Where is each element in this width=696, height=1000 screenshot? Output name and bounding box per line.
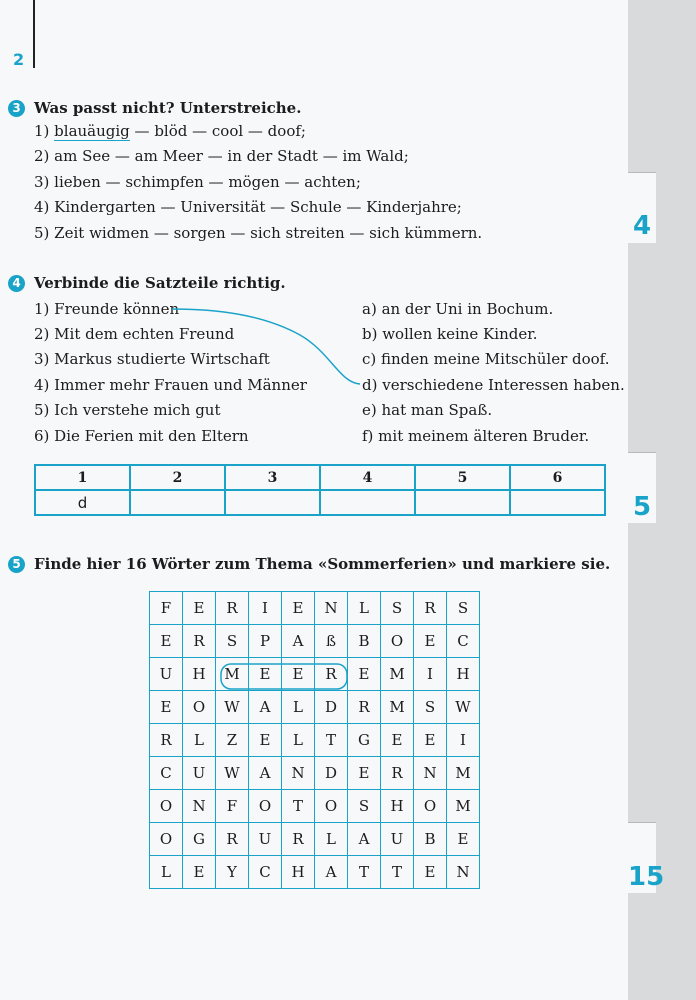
grid-cell[interactable]: I <box>414 658 447 691</box>
exercise-4-right-b: b) wollen keine Kinder. <box>362 325 538 343</box>
exercise-3-item-5: 5) Zeit widmen — sorgen — sich streiten — sich kümmern. <box>34 224 483 242</box>
grid-cell[interactable]: ß <box>315 625 348 658</box>
exercise-3-item-3: 3) lieben — schimpfen — mögen — achten; <box>34 173 361 191</box>
grid-cell[interactable]: B <box>348 625 381 658</box>
exercise-5-number: 5 <box>8 556 25 573</box>
exercise-3-number: 3 <box>8 100 25 117</box>
grid-cell[interactable]: R <box>282 823 315 856</box>
exercise-4-left-6: 6) Die Ferien mit den Eltern <box>34 427 249 445</box>
grid-cell[interactable]: E <box>249 658 282 691</box>
exercise-4-number: 4 <box>8 275 25 292</box>
grid-cell[interactable]: R <box>315 658 348 691</box>
page-number: 2 <box>13 50 25 69</box>
grid-cell[interactable]: E <box>447 823 480 856</box>
grid-cell[interactable]: S <box>216 625 249 658</box>
answer-cell-1[interactable]: d <box>35 490 130 515</box>
grid-cell[interactable]: D <box>315 757 348 790</box>
grid-cell[interactable]: G <box>183 823 216 856</box>
answer-header-5: 5 <box>415 465 510 490</box>
word-circle-meer <box>221 664 347 689</box>
grid-cell[interactable]: B <box>414 823 447 856</box>
grid-cell[interactable]: T <box>348 856 381 889</box>
grid-cell[interactable]: O <box>315 790 348 823</box>
grid-cell[interactable]: S <box>348 790 381 823</box>
grid-cell[interactable]: L <box>150 856 183 889</box>
exercise-3-title: Was passt nicht? Unterstreiche. <box>34 99 302 117</box>
grid-cell[interactable]: A <box>282 625 315 658</box>
grid-cell[interactable]: E <box>414 856 447 889</box>
grid-cell[interactable]: E <box>150 625 183 658</box>
grid-cell[interactable]: E <box>282 658 315 691</box>
grid-cell[interactable]: S <box>414 691 447 724</box>
grid-cell[interactable]: A <box>315 856 348 889</box>
grid-cell[interactable]: E <box>249 724 282 757</box>
answer-header-4: 4 <box>320 465 415 490</box>
exercise-4-right-c: c) finden meine Mitschüler doof. <box>362 350 610 368</box>
exercise-4-right-d: d) verschiedene Interessen haben. <box>362 376 625 394</box>
exercise-3-item-2: 2) am See — am Meer — in der Stadt — im Wald; <box>34 147 409 165</box>
exercise-4-right-f: f) mit meinem älteren Bruder. <box>362 427 590 445</box>
grid-cell[interactable]: N <box>183 790 216 823</box>
exercise-4-left-3: 3) Markus studierte Wirtschaft <box>34 350 270 368</box>
grid-cell[interactable]: U <box>183 757 216 790</box>
grid-cell[interactable]: N <box>414 757 447 790</box>
grid-cell[interactable]: O <box>249 790 282 823</box>
grid-cell[interactable]: M <box>447 790 480 823</box>
grid-cell[interactable]: H <box>282 856 315 889</box>
exercise-4-right-a: a) an der Uni in Bochum. <box>362 300 554 318</box>
side-tab-5-label: 5 <box>632 492 652 522</box>
grid-cell[interactable]: E <box>348 757 381 790</box>
answer-header-3: 3 <box>225 465 320 490</box>
exercise-3-item-1: 1) blauäugig — blöd — cool — doof; <box>34 122 306 140</box>
grid-cell[interactable]: E <box>183 592 216 625</box>
grid-cell[interactable]: R <box>216 592 249 625</box>
grid-cell[interactable]: H <box>447 658 480 691</box>
grid-cell[interactable]: S <box>447 592 480 625</box>
grid-cell[interactable]: L <box>348 592 381 625</box>
grid-cell[interactable]: M <box>447 757 480 790</box>
grid-cell[interactable]: E <box>348 658 381 691</box>
grid-cell[interactable]: E <box>414 625 447 658</box>
exercise-3-item-4: 4) Kindergarten — Universität — Schule — Kinderjahre; <box>34 198 462 216</box>
grid-cell[interactable]: G <box>348 724 381 757</box>
answer-header-1: 1 <box>35 465 130 490</box>
grid-cell[interactable]: W <box>447 691 480 724</box>
grid-cell[interactable]: N <box>315 592 348 625</box>
grid-cell[interactable]: L <box>282 691 315 724</box>
grid-cell[interactable]: A <box>348 823 381 856</box>
grid-cell[interactable]: L <box>183 724 216 757</box>
grid-cell[interactable]: A <box>249 757 282 790</box>
grid-cell[interactable]: R <box>414 592 447 625</box>
exercise-4-title: Verbinde die Satzteile richtig. <box>34 274 286 292</box>
grid-cell[interactable]: T <box>315 724 348 757</box>
grid-cell[interactable]: E <box>150 691 183 724</box>
underlined-word: blauäugig <box>54 122 130 140</box>
grid-cell[interactable]: I <box>249 592 282 625</box>
exercise-5-title: Finde hier 16 Wörter zum Thema «Sommerferien» und markiere sie. <box>34 555 611 573</box>
grid-cell[interactable]: M <box>381 691 414 724</box>
grid-cell[interactable]: L <box>315 823 348 856</box>
grid-cell[interactable]: F <box>150 592 183 625</box>
grid-cell[interactable]: O <box>183 691 216 724</box>
exercise-4-right-e: e) hat man Spaß. <box>362 401 493 419</box>
grid-cell[interactable]: D <box>315 691 348 724</box>
grid-cell[interactable]: U <box>150 658 183 691</box>
grid-cell[interactable]: R <box>381 757 414 790</box>
grid-cell[interactable]: C <box>249 856 282 889</box>
grid-cell[interactable]: U <box>249 823 282 856</box>
grid-cell[interactable]: O <box>150 790 183 823</box>
grid-cell[interactable]: N <box>282 757 315 790</box>
grid-cell[interactable]: Y <box>216 856 249 889</box>
answer-header-2: 2 <box>130 465 225 490</box>
grid-cell[interactable]: F <box>216 790 249 823</box>
grid-cell[interactable]: E <box>414 724 447 757</box>
grid-cell[interactable]: R <box>183 625 216 658</box>
grid-cell[interactable]: L <box>282 724 315 757</box>
grid-cell[interactable]: S <box>381 592 414 625</box>
grid-cell[interactable]: R <box>348 691 381 724</box>
grid-cell[interactable]: N <box>447 856 480 889</box>
exercise-4-left-1: 1) Freunde können <box>34 300 180 318</box>
grid-cell[interactable]: P <box>249 625 282 658</box>
grid-cell[interactable]: O <box>150 823 183 856</box>
grid-cell[interactable]: W <box>216 757 249 790</box>
grid-cell[interactable]: H <box>381 790 414 823</box>
grid-cell[interactable]: M <box>381 658 414 691</box>
exercise-4-left-4: 4) Immer mehr Frauen und Männer <box>34 376 307 394</box>
grid-cell[interactable]: M <box>216 658 249 691</box>
grid-cell[interactable]: T <box>282 790 315 823</box>
answer-header-6: 6 <box>510 465 605 490</box>
grid-cell[interactable]: C <box>150 757 183 790</box>
grid-cell[interactable]: R <box>150 724 183 757</box>
grid-cell[interactable]: R <box>216 823 249 856</box>
grid-cell[interactable]: H <box>183 658 216 691</box>
grid-cell[interactable]: I <box>447 724 480 757</box>
grid-cell[interactable]: A <box>249 691 282 724</box>
side-tab-4-label: 4 <box>632 211 652 241</box>
grid-cell[interactable]: E <box>183 856 216 889</box>
grid-cell[interactable]: O <box>414 790 447 823</box>
exercise-4-left-5: 5) Ich verstehe mich gut <box>34 401 221 419</box>
grid-cell[interactable]: U <box>381 823 414 856</box>
grid-cell[interactable]: T <box>381 856 414 889</box>
exercise-4-left-2: 2) Mit dem echten Freund <box>34 325 235 343</box>
grid-cell[interactable]: W <box>216 691 249 724</box>
side-tab-15-label: 15 <box>628 862 665 892</box>
grid-cell[interactable]: E <box>282 592 315 625</box>
grid-cell[interactable]: Z <box>216 724 249 757</box>
grid-cell[interactable]: C <box>447 625 480 658</box>
grid-cell[interactable]: E <box>381 724 414 757</box>
grid-cell[interactable]: O <box>381 625 414 658</box>
connection-line <box>172 309 360 384</box>
